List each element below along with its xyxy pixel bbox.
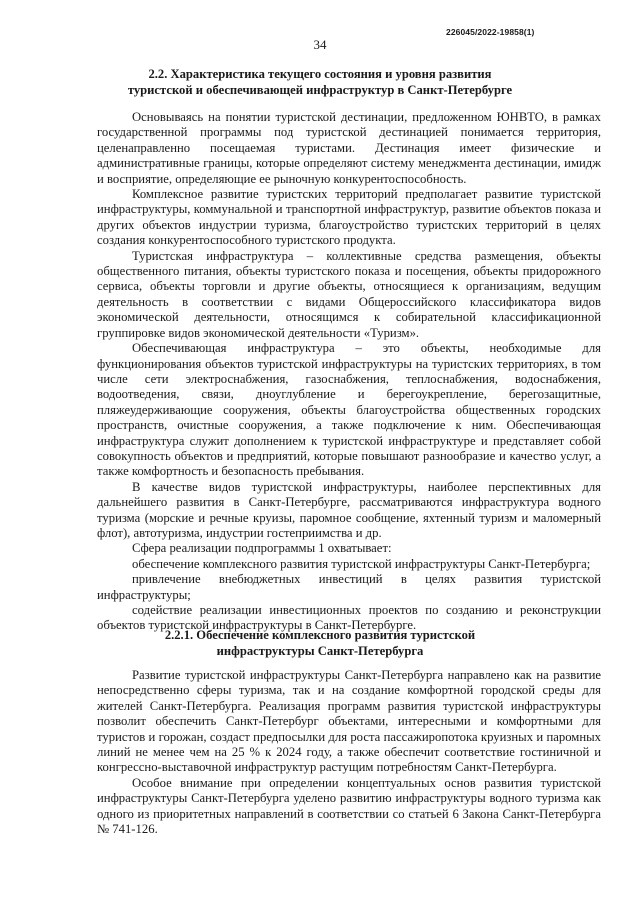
paragraph: В качестве видов туристской инфраструктуры, наиболее перспективных для дальнейшего развития в Санкт-Петербурге, рассматриваются инфраструктура водного туризма (морские и речные круизы, паромное сообщение, яхтенный туризм и маломерный флот), автотуризма, индустрии гостеприимства и др.	[97, 479, 601, 540]
section-title-line-2: туристской и обеспечивающей инфраструктур в Санкт-Петербурге	[127, 83, 513, 97]
paragraph: Развитие туристской инфраструктуры Санкт-Петербурга направлено как на развитие непосредственно сферы туризма, так и на создание комфортной городской среды для жителей Санкт-Петербурга. Реализация программ развития туристской инфраструктуры позволит обеспечить Санкт-Петербург объектами, интересными и комфортными для туристов и горожан, создаст предпосылки для роста пассажиропотока круизных и паромных линий не менее чем на 25 % к 2024 году, а также обеспечит соответствие гостиничной и конгрессно-выставочной инфраструктур растущим потребностям Санкт-Петербурга.	[97, 668, 601, 775]
paragraph: Туристская инфраструктура – коллективные средства размещения, объекты общественного питания, объекты туристского показа и посещения, объекты придорожного сервиса, объекты торговли и другие объекты, относящиеся к организациям, ведущим деятельность в соответствии с видами Общероссийского классификатора видов экономической деятельности, относящимся к собирательной классификационной группировке видов экономической деятельности «Туризм».	[97, 248, 601, 340]
paragraph: Основываясь на понятии туристской дестинации, предложенном ЮНВТО, в рамках государственной программы под туристской дестинацией понимается территория, целенаправленно посещаемая туристами. Дестинация имеет физические и административные границы, которые определяют систему менеджмента дестинации, имидж и восприятие, определяющие ее рыночную конкурентоспособность.	[97, 110, 601, 186]
list-item: обеспечение комплексного развития туристской инфраструктуры Санкт-Петербурга;	[132, 556, 591, 571]
subsection-title-line-2: инфраструктуры Санкт-Петербурга	[216, 644, 424, 658]
paragraph: Особое внимание при определении концептуальных основ развития туристской инфраструктуры Санкт-Петербурга уделено развитию инфраструктуры водного туризма как одного из приоритетных направлений в соответствии со статьей 6 Закона Санкт-Петербурга № 741-126.	[97, 775, 601, 837]
list-item: содействие реализации инвестиционных проектов по созданию и реконструкции объектов туристской инфраструктуры в Санкт-Петербурге.	[97, 603, 601, 633]
paragraph: Обеспечивающая инфраструктура – это объекты, необходимые для функционирования объектов туристской инфраструктуры на туристских территориях, в том числе сети электроснабжения, газоснабжения, теплоснабжения, водоснабжения, водоотведения, связи, дноуглубление и берегоукрепление, берегозащитные, пляжеудерживающие сооружения, объекты благоустройства общественных городских пространств, очистные сооружения, а также подключение к ним. Обеспечивающая инфраструктура служит дополнением к туристской инфраструктуре и представляет собой совокупность объектов и предприятий, которые повышают разнообразие и качество услуг, а также комфортность и безопасность пребывания.	[97, 341, 601, 479]
paragraph: Сфера реализации подпрограммы 1 охватывает:	[132, 541, 392, 556]
document-number: 226045/2022-19858(1)	[446, 27, 535, 37]
page-number: 34	[313, 37, 327, 52]
paragraph: Комплексное развитие туристских территорий предполагает развитие туристской инфраструктуры, коммунальной и транспортной инфраструктур, развитие объектов показа и других объектов индустрии туризма, благоустройство туристских территорий в целях создания конкурентоспособного туристского продукта.	[97, 187, 601, 248]
subsection-title-line-1: 2.2.1. Обеспечение комплексного развития туристской	[164, 628, 476, 642]
subsection-body	[97, 668, 601, 837]
section-body	[97, 110, 601, 634]
list-item: привлечение внебюджетных инвестиций в целях развития туристской инфраструктуры;	[97, 572, 601, 602]
section-title	[0, 66, 640, 98]
section-title-line-1: 2.2. Характеристика текущего состояния и уровня развития	[148, 67, 492, 81]
subsection-title	[0, 627, 640, 659]
